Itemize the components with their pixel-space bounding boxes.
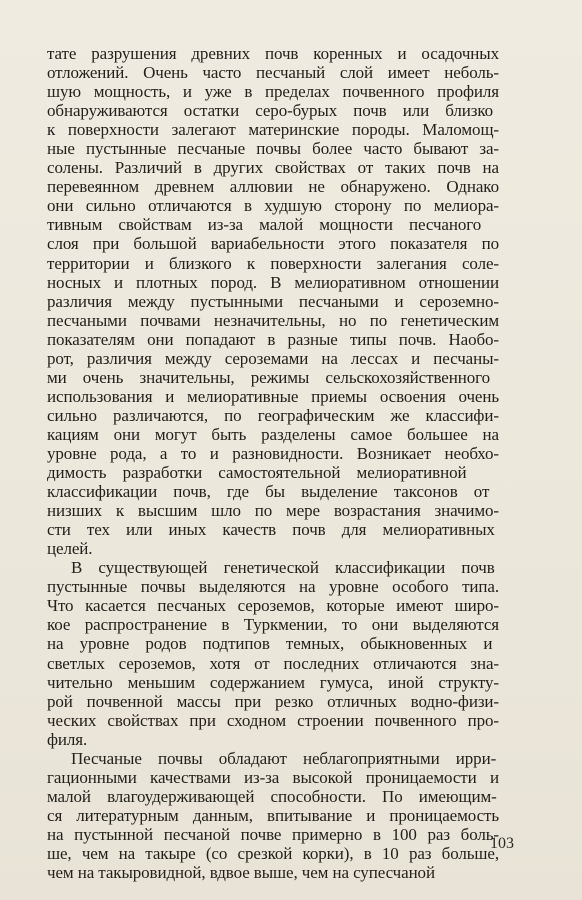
text-line: димость разработки самостоятельной мелиоративной	[47, 463, 467, 483]
text-line: тивным свойствам из-за малой мощности песчаного	[47, 215, 482, 235]
text-line: солены. Различий в других свойствах от таких почв на	[47, 158, 499, 178]
text-line: кое распространение в Туркмении, то они выделяются	[47, 615, 499, 635]
text-line: к поверхности залегают материнские породы. Маломощ-	[47, 120, 499, 140]
text-line: чительно меньшим содержанием гумуса, иной структу-	[47, 672, 499, 692]
text-line: малой влагоудерживающей способности. По имеющим-	[47, 786, 497, 806]
text-line: ся литературным данным, впитывание и проницаемость	[47, 805, 499, 825]
text-line: показателям они попадают в разные типы почв. Наобо-	[47, 329, 499, 349]
text-line: сти тех или иных качеств почв для мелиоративных	[47, 520, 495, 540]
text-line: слоя при большой вариабельности этого показателя по	[47, 234, 499, 254]
text-line: перевеянном древнем аллювии не обнаружено. Однако	[47, 177, 499, 197]
text-line: ные пустынные песчаные почвы более часто бывают за-	[47, 139, 499, 159]
text-line: ми очень значительны, режимы сельскохозяйственного	[47, 367, 490, 387]
text-line: тате разрушения древних почв коренных и осадочных	[47, 44, 499, 63]
text-line: филя.	[47, 729, 88, 749]
text-line: сильно различаются, по географическим же классифи-	[47, 405, 499, 425]
text-line: рой почвенной массы при резко отличных водно-физи-	[47, 691, 499, 711]
text-line: использования и мелиоративные приемы освоения очень	[47, 386, 499, 406]
text-line: они сильно отличаются в худшую сторону по мелиора-	[47, 196, 499, 216]
text-line: территории и близкого к поверхности залегания соле-	[47, 253, 499, 273]
text-line: различия между пустынными песчаными и сероземно-	[47, 291, 499, 311]
text-line: уровне рода, а то и разновидности. Возникает необхо-	[47, 443, 499, 463]
text-line: классификации почв, где бы выделение таксонов от	[47, 482, 490, 502]
text-line: ческих свойствах при сходном строении почвенного про-	[47, 710, 499, 730]
text-line: Песчаные почвы обладают неблагоприятными ирри-	[71, 748, 497, 768]
text-line: чем на такыровидной, вдвое выше, чем на супесчаной	[47, 863, 435, 883]
page-number: 103	[490, 835, 514, 852]
text-line: обнаруживаются остатки серо-бурых почв или близко	[47, 101, 494, 121]
text-line: Что касается песчаных сероземов, которые имеют широ-	[47, 596, 499, 616]
text-line: на уровне родов подтипов темных, обыкновенных и	[47, 634, 493, 654]
text-line: песчаными почвами незначительны, но по генетическим	[47, 310, 499, 330]
text-line: отложений. Очень часто песчаный слой имеет неболь-	[47, 63, 499, 83]
text-line: светлых сероземов, хотя от последних отличаются зна-	[47, 653, 499, 673]
text-line: ше, чем на такыре (со срезкой корки), в 10 раз больше,	[47, 843, 499, 863]
text-line: гационными качествами из-за высокой проницаемости и	[47, 767, 499, 787]
text-line: пустынные почвы выделяются на уровне особого типа.	[47, 577, 499, 597]
body-text	[47, 44, 499, 882]
text-line: В существующей генетической классификации почв	[71, 558, 495, 578]
text-line: на пустынной песчаной почве примерно в 100 раз боль-	[47, 824, 499, 844]
text-line: шую мощность, и уже в пределах почвенного профиля	[47, 82, 499, 102]
text-line: целей.	[47, 539, 93, 559]
text-line: низших к высшим шло по мере возрастания значимо-	[47, 501, 499, 521]
text-line: рот, различия между сероземами на лессах и песчаны-	[47, 348, 499, 368]
text-line: носных и плотных пород. В мелиоративном отношении	[47, 272, 499, 292]
text-line: кациям они могут быть разделены самое большее на	[47, 424, 499, 444]
